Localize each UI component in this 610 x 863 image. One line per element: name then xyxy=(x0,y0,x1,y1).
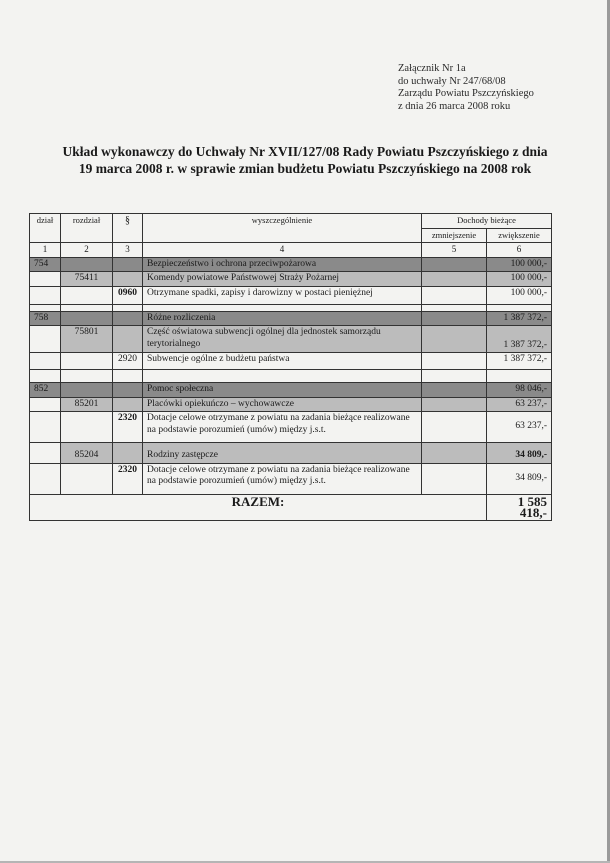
table-row xyxy=(30,272,552,287)
cell-zmniejszenie xyxy=(422,397,487,412)
cell-zwiekszenie: 100 000,- xyxy=(487,272,552,287)
attachment-line: Załącznik Nr 1a xyxy=(398,63,466,74)
cell-rozdzial: 85201 xyxy=(61,397,113,412)
cell-paragraf xyxy=(113,272,143,287)
cell-opis: Część oświatowa subwencji ogólnej dla jednostek samorządu terytorialnego xyxy=(143,326,422,353)
cell-paragraf: 0960 xyxy=(113,286,143,304)
cell-dzial: 852 xyxy=(30,383,61,398)
cell-zwiekszenie: 100 000,- xyxy=(487,257,552,272)
cell-zwiekszenie: 100 000,- xyxy=(487,286,552,304)
cell-zmniejszenie xyxy=(422,412,487,443)
table-row xyxy=(30,463,552,494)
table-row xyxy=(30,353,552,370)
cell-zwiekszenie: 63 237,- xyxy=(487,397,552,412)
header-wyszczegolnienie: wyszczególnienie xyxy=(143,214,422,243)
column-number: 4 xyxy=(143,243,422,258)
cell-opis: Różne rozliczenia xyxy=(143,311,422,326)
cell-paragraf: 2320 xyxy=(113,412,143,443)
table-row xyxy=(30,443,552,464)
header-zmniejszenie: zmniejszenie xyxy=(422,228,487,243)
table-row xyxy=(30,326,552,353)
cell-rozdzial xyxy=(61,463,113,494)
cell-paragraf xyxy=(113,257,143,272)
cell-rozdzial xyxy=(61,257,113,272)
cell-rozdzial xyxy=(61,311,113,326)
attachment-line: Zarządu Powiatu Pszczyńskiego xyxy=(398,88,534,99)
document-title xyxy=(40,143,570,177)
cell-opis: Komendy powiatowe Państwowej Straży Pożarnej xyxy=(143,272,422,287)
cell-rozdzial xyxy=(61,412,113,443)
table-row xyxy=(30,311,552,326)
cell-opis: Pomoc społeczna xyxy=(143,383,422,398)
table-row xyxy=(30,257,552,272)
cell-rozdzial: 75411 xyxy=(61,272,113,287)
cell-dzial xyxy=(30,397,61,412)
cell-dzial: 754 xyxy=(30,257,61,272)
cell-zwiekszenie: 63 237,- xyxy=(487,412,552,443)
cell-zwiekszenie: 98 046,- xyxy=(487,383,552,398)
cell-zmniejszenie xyxy=(422,286,487,304)
budget-table xyxy=(29,213,552,521)
spacer-row xyxy=(30,370,552,383)
cell-opis: Dotacje celowe otrzymane z powiatu na zadania bieżące realizowane na podstawie porozumień (umów) między j.s.t. xyxy=(143,412,422,443)
header-zwiekszenie: zwiększenie xyxy=(487,228,552,243)
table-row xyxy=(30,412,552,443)
cell-opis: Dotacje celowe otrzymane z powiatu na zadania bieżące realizowane na podstawie porozumień (umów) między j.s.t. xyxy=(143,463,422,494)
cell-zwiekszenie: 1 387 372,- xyxy=(487,311,552,326)
cell-paragraf xyxy=(113,311,143,326)
spacer-row xyxy=(30,304,552,311)
cell-zwiekszenie: 1 387 372,- xyxy=(487,353,552,370)
table-row xyxy=(30,397,552,412)
cell-dzial xyxy=(30,272,61,287)
header-paragraf: § xyxy=(113,214,143,243)
cell-zmniejszenie xyxy=(422,443,487,464)
cell-zmniejszenie xyxy=(422,353,487,370)
column-number: 1 xyxy=(30,243,61,258)
cell-opis: Subwencje ogólne z budżetu państwa xyxy=(143,353,422,370)
column-number: 6 xyxy=(487,243,552,258)
cell-paragraf xyxy=(113,397,143,412)
cell-paragraf: 2320 xyxy=(113,463,143,494)
cell-rozdzial: 85204 xyxy=(61,443,113,464)
cell-dzial xyxy=(30,326,61,353)
total-label: RAZEM: xyxy=(30,494,487,520)
cell-zwiekszenie: 1 387 372,- xyxy=(487,326,552,353)
cell-opis: Placówki opiekuńczo – wychowawcze xyxy=(143,397,422,412)
cell-dzial xyxy=(30,353,61,370)
table-row xyxy=(30,383,552,398)
cell-zmniejszenie xyxy=(422,463,487,494)
column-number: 3 xyxy=(113,243,143,258)
header-dochody-biezace: Dochody bieżące xyxy=(422,214,552,229)
total-value: 1 585 418,- xyxy=(487,494,552,520)
cell-dzial: 758 xyxy=(30,311,61,326)
cell-paragraf: 2920 xyxy=(113,353,143,370)
cell-paragraf xyxy=(113,443,143,464)
cell-zmniejszenie xyxy=(422,311,487,326)
cell-zmniejszenie xyxy=(422,383,487,398)
column-number-row xyxy=(30,243,552,258)
cell-opis: Bezpieczeństwo i ochrona przeciwpożarowa xyxy=(143,257,422,272)
cell-dzial xyxy=(30,286,61,304)
attachment-line: do uchwały Nr 247/68/08 xyxy=(398,75,506,87)
cell-zmniejszenie xyxy=(422,257,487,272)
cell-rozdzial xyxy=(61,286,113,304)
cell-paragraf xyxy=(113,383,143,398)
table-row xyxy=(30,286,552,304)
cell-rozdzial xyxy=(61,383,113,398)
cell-zwiekszenie: 34 809,- xyxy=(487,463,552,494)
attachment-note xyxy=(398,63,534,113)
title-line: 19 marca 2008 r. w sprawie zmian budżetu Powiatu Pszczyńskiego na 2008 rok xyxy=(78,161,532,176)
header-dzial: dział xyxy=(30,214,61,243)
cell-zmniejszenie xyxy=(422,272,487,287)
cell-dzial xyxy=(30,463,61,494)
cell-opis: Otrzymane spadki, zapisy i darowizny w postaci pieniężnej xyxy=(143,286,422,304)
column-number: 5 xyxy=(422,243,487,258)
column-number: 2 xyxy=(61,243,113,258)
header-rozdzial: rozdział xyxy=(61,214,113,243)
cell-zwiekszenie: 34 809,- xyxy=(487,443,552,464)
title-line: Układ wykonawczy do Uchwały Nr XVII/127/08 Rady Powiatu Pszczyńskiego z dnia xyxy=(62,144,548,159)
cell-paragraf xyxy=(113,326,143,353)
cell-dzial xyxy=(30,443,61,464)
cell-zmniejszenie xyxy=(422,326,487,353)
table-header-row xyxy=(30,214,552,229)
cell-dzial xyxy=(30,412,61,443)
cell-opis: Rodziny zastępcze xyxy=(143,443,422,464)
attachment-line: z dnia 26 marca 2008 roku xyxy=(398,100,511,112)
cell-rozdzial xyxy=(61,353,113,370)
cell-rozdzial: 75801 xyxy=(61,326,113,353)
total-row xyxy=(30,494,552,520)
